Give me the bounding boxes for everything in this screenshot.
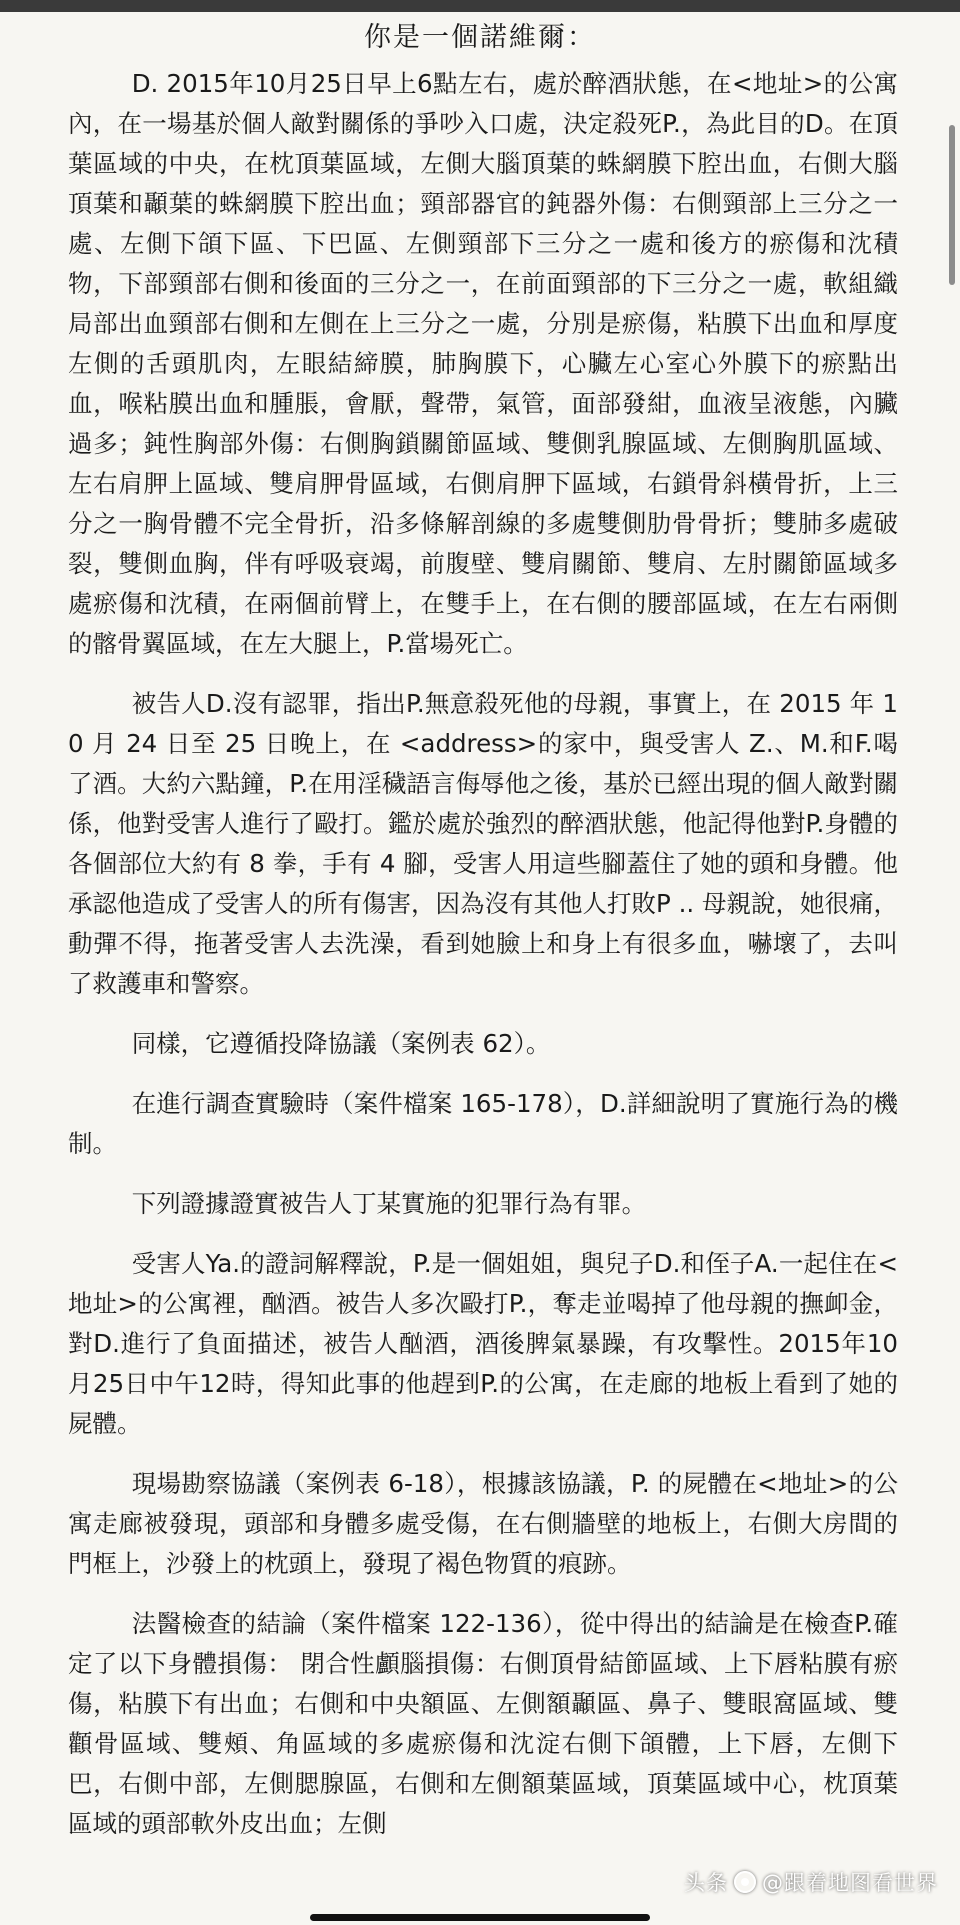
paragraph-8: 法醫檢查的結論（案件檔案 122-136），從中得出的結論是在檢查P.確定了以下身體損傷： 閉合性顱腦損傷：右側頂骨結節區域、上下唇粘膜有瘀傷，粘膜下有出血；右側和中央額區、左側額顳區、鼻子、雙眼窩區域、雙顴骨區域、雙頰、角區域的多處瘀傷和沈淀右側下頜體，上下唇，左側下巴，右側中部，左側腮腺區，右側和左側額葉區域，頂葉區域中心，枕頂葉區域的頭部軟外皮出血；左側 [68, 1609, 898, 1838]
paragraph-5: 下列證據證實被告人丁某實施的犯罪行為有罪。 [131, 1189, 647, 1218]
paragraph-3: 同樣，它遵循投降協議（案例表 62）。 [131, 1029, 551, 1058]
paragraph-7: 現場勘察協議（案例表 6-18），根據該協議，P. 的屍體在<地址>的公寓走廊被發現，頭部和身體多處受傷，在右側牆壁的地板上，右側大房間的門框上，沙發上的枕頭上，發現了褐色物質的痕跡。 [68, 1469, 898, 1578]
status-bar [0, 0, 960, 12]
document-title: 你是一個諾維爾： [364, 22, 596, 53]
paragraph-1: D. 2015年10月25日早上6點左右，處於醉酒狀態，在<地址>的公寓內，在一場基於個人敵對關係的爭吵入口處，決定殺死P.，為此目的D。在頂葉區域的中央，在枕頂葉區域，左側大腦頂葉的蛛網膜下腔出血，右側大腦頂葉和顳葉的蛛網膜下腔出血；頸部器官的鈍器外傷：右側頸部上三分之一處、左側下頜下區、下巴區、左側頸部下三分之一處和後方的瘀傷和沈積物，下部頸部右側和後面的三分之一，在前面頸部的下三分之一處，軟組織局部出血頸部右側和左側在上三分之一處，分別是瘀傷，粘膜下出血和厚度左側的舌頭肌肉，左眼結締膜，肺胸膜下，心臟左心室心外膜下的瘀點出血，喉粘膜出血和腫脹，會厭，聲帶，氣管，面部發紺，血液呈液態，內臟過多；鈍性胸部外傷：右側胸鎖關節區域、雙側乳腺區域、左側胸肌區域、左右肩胛上區域、雙肩胛骨區域，右側肩胛下區域，右鎖骨斜橫骨折，上三分之一胸骨體不完全骨折，沿多條解剖線的多處雙側肋骨骨折；雙肺多處破裂，雙側血胸，伴有呼吸衰竭，前腹壁、雙肩關節、雙肩、左肘關節區域多處瘀傷和沈積，在兩個前臂上，在雙手上，在右側的腰部區域，在左右兩側的髂骨翼區域，在左大腿上，P.當場死亡。 [68, 69, 898, 658]
watermark-author: @跟着地图看世界 [762, 1871, 938, 1895]
home-indicator[interactable] [310, 1914, 650, 1921]
paragraph-4: 在進行調查實驗時（案件檔案 165-178），D.詳細說明了實施行為的機制。 [68, 1089, 898, 1158]
watermark-source: 头条 [684, 1871, 728, 1895]
watermark [684, 1867, 938, 1897]
scrollbar-thumb[interactable] [949, 125, 955, 285]
document-body [68, 64, 898, 1864]
paragraph-6: 受害人Ya.的證詞解釋說，P.是一個姐姐，與兒子D.和侄子A.一起住在<地址>的公寓裡，酗酒。被告人多次毆打P.，奪走並喝掉了他母親的撫卹金，對D.進行了負面描述，被告人酗酒，酒後脾氣暴躁，有攻擊性。2015年10月25日中午12時，得知此事的他趕到P.的公寓，在走廊的地板上看到了她的屍體。 [68, 1249, 898, 1438]
profile-circle-icon [734, 1871, 756, 1893]
paragraph-2: 被告人D.沒有認罪，指出P.無意殺死他的母親，事實上，在 2015 年 10 月 24 日至 25 日晚上，在 <address>的家中，與受害人 Z.、M.和F.喝了酒。大約六點鐘，P.在用淫穢語言侮辱他之後，基於已經出現的個人敵對關係，他對受害人進行了毆打。鑑於處於強烈的醉酒狀態，他記得他對P.身體的各個部位大約有 8 拳，手有 4 腳，受害人用這些腳蓋住了她的頭和身體。他承認他造成了受害人的所有傷害，因為沒有其他人打敗P .. 母親說，她很痛，動彈不得，拖著受害人去洗澡，看到她臉上和身上有很多血，嚇壞了，去叫了救護車和警察。 [68, 689, 898, 998]
document-page [0, 12, 960, 1925]
